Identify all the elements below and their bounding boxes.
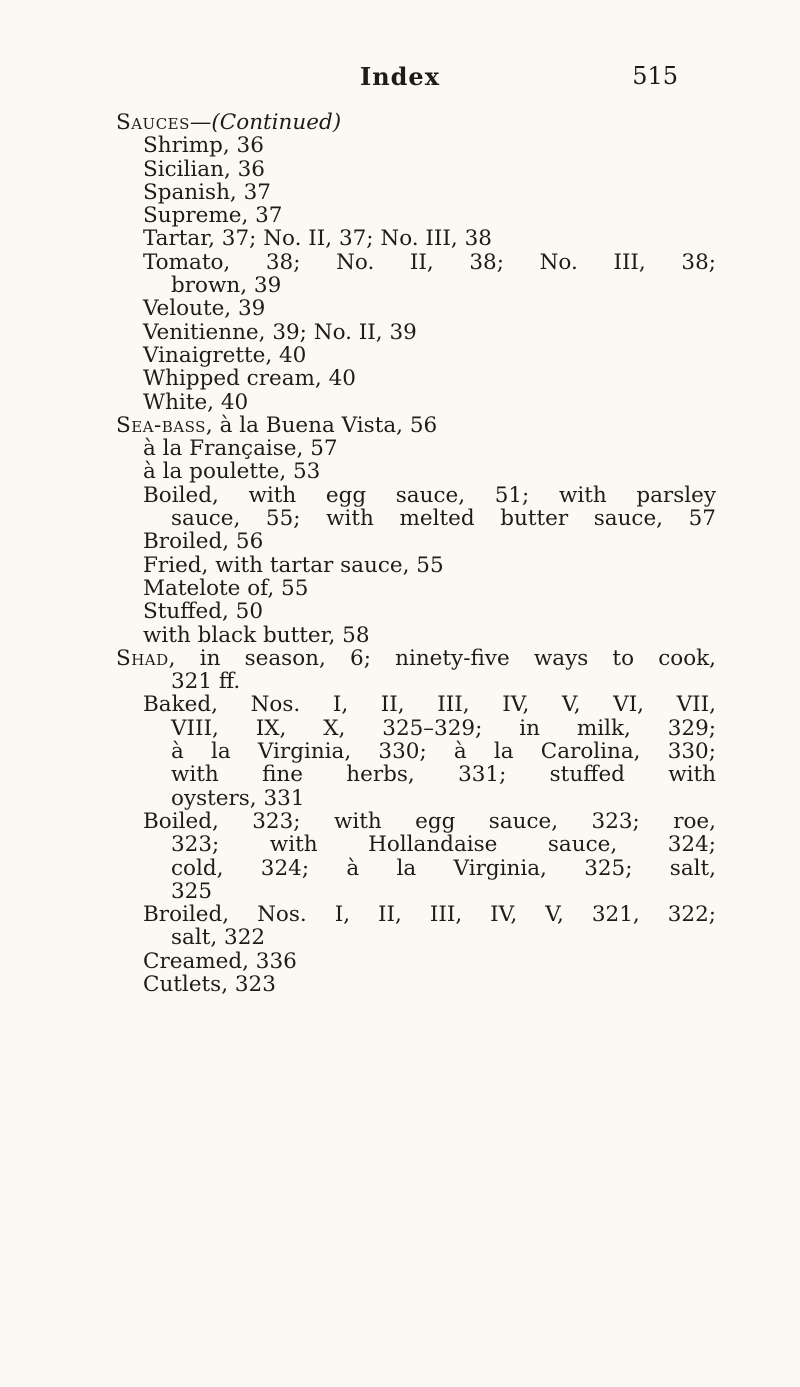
index-subentry: Spanish, 37 (143, 179, 271, 205)
entry-heading: Sauces (116, 110, 190, 135)
index-subentry: Vinaigrette, 40 (143, 342, 307, 368)
index-subentry: Fried, with tartar sauce, 55 (143, 552, 444, 578)
running-head: Index (359, 62, 441, 91)
index-subentry-continuation: VIII, IX, X, 325–329; in milk, 329; (171, 715, 716, 741)
index-subentry: Tartar, 37; No. II, 37; No. III, 38 (143, 226, 492, 252)
index-subentry: Tomato, 38; No. II, 38; No. III, 38; (143, 249, 716, 275)
index-subentry: Matelote of, 55 (143, 575, 309, 601)
index-subentry-continuation: cold, 324; à la Virginia, 325; salt, (171, 855, 716, 881)
index-subentry: Cutlets, 323 (143, 971, 276, 997)
index-subentry: Veloute, 39 (143, 296, 266, 322)
index-subentry-continuation: 321 ff. (171, 669, 241, 695)
entry-continued: —(Continued) (189, 110, 342, 135)
entry-text: , in season, 6; ninety-five ways to cook, (168, 645, 716, 671)
index-subentry: Broiled, 56 (143, 529, 264, 555)
index-subentry-continuation: 325 (171, 878, 213, 904)
index-subentry-continuation: 323; with Hollandaise sauce, 324; (171, 832, 716, 858)
index-subentry-continuation: à la Virginia, 330; à la Carolina, 330; (171, 739, 716, 765)
index-subentry: à la Française, 57 (143, 436, 338, 462)
index-subentry: Sicilian, 36 (143, 156, 265, 182)
entry-text: , à la Buena Vista, 56 (205, 412, 438, 438)
index-subentry: Boiled, with egg sauce, 51; with parsley (143, 482, 716, 508)
index-subentry: Venitienne, 39; No. II, 39 (143, 319, 417, 345)
index-subentry: Supreme, 37 (143, 203, 283, 229)
index-subentry: Broiled, Nos. I, II, III, IV, V, 321, 322; (143, 902, 716, 928)
index-subentry-continuation: oysters, 331 (171, 785, 305, 811)
index-subentry-continuation: brown, 39 (171, 273, 282, 299)
index-subentry: Stuffed, 50 (143, 599, 264, 625)
index-entry-sauces (116, 111, 716, 134)
index-subentry: Whipped cream, 40 (143, 366, 356, 392)
index-subentry-continuation: sauce, 55; with melted butter sauce, 57 (171, 506, 716, 532)
index-column (116, 111, 716, 996)
index-subentry: à la poulette, 53 (143, 459, 321, 485)
index-subentry: Boiled, 323; with egg sauce, 323; roe, (143, 808, 716, 834)
page-header (0, 62, 800, 102)
index-entry-sea-bass (116, 414, 716, 437)
index-subentry: with black butter, 58 (143, 622, 370, 648)
index-subentry: Baked, Nos. I, II, III, IV, V, VI, VII, (143, 692, 716, 718)
page-number: 515 (632, 62, 678, 90)
entry-heading: Shad (116, 645, 169, 671)
index-subentry-continuation: salt, 322 (171, 925, 266, 951)
entry-heading: Sea-bass (116, 412, 206, 438)
index-subentry: Creamed, 336 (143, 948, 297, 974)
index-subentry: Shrimp, 36 (143, 133, 264, 159)
index-entry-shad (116, 647, 716, 670)
index-subentry: White, 40 (143, 389, 249, 415)
index-subentry-continuation: with fine herbs, 331; stuffed with (171, 762, 716, 788)
